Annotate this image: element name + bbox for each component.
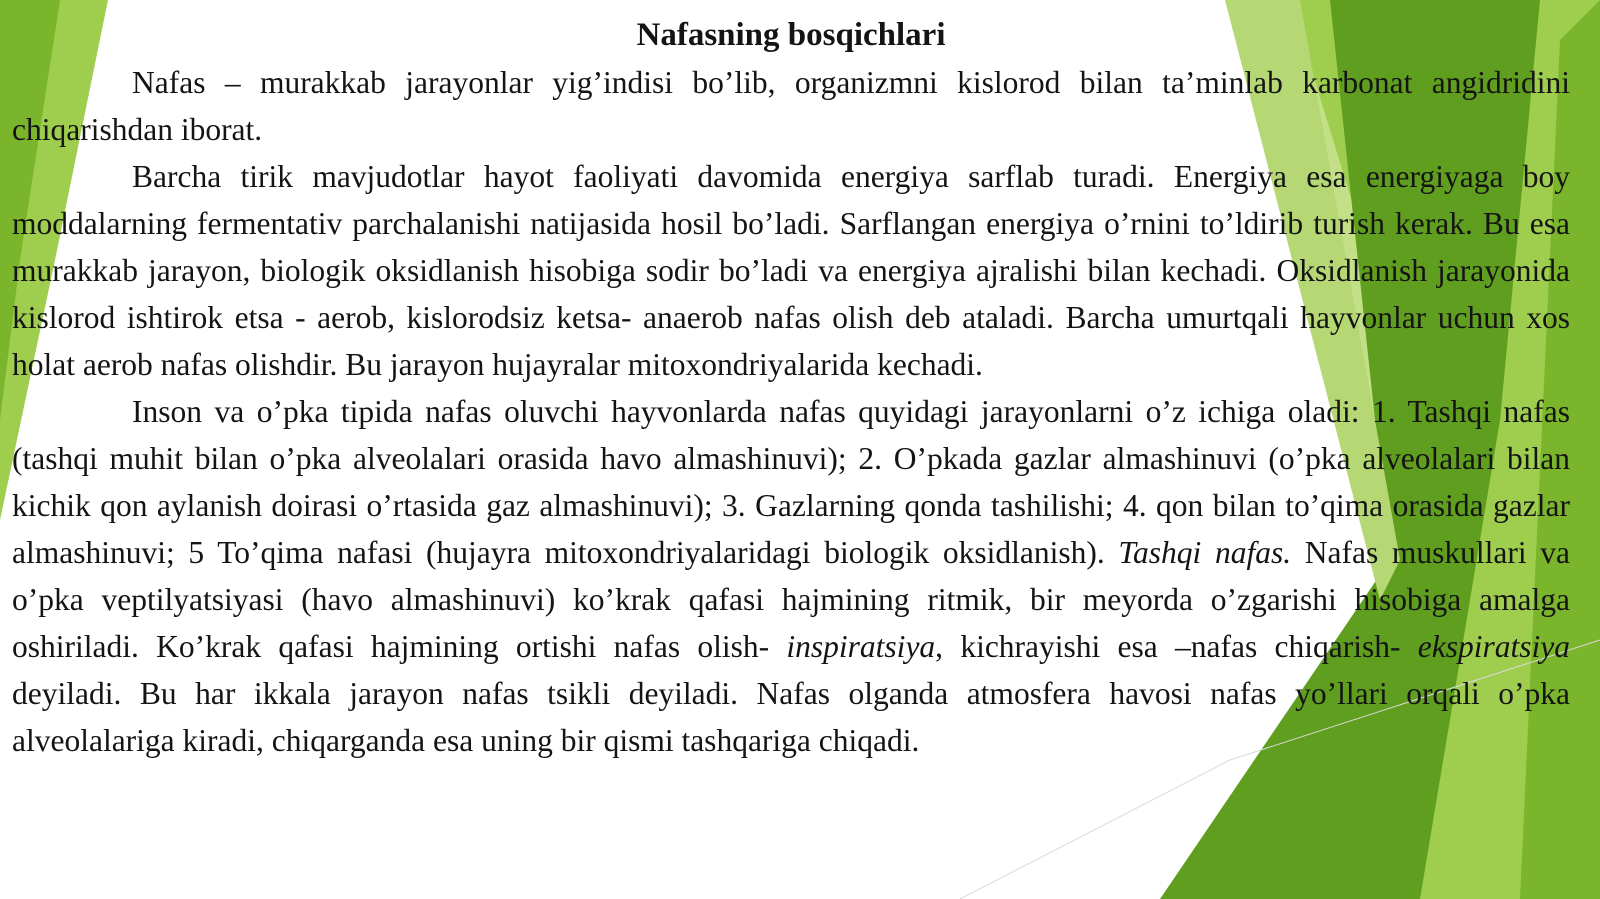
- paragraph-3-part-4: deyiladi. Bu har ikkala jarayon nafas tsikli deyiladi. Nafas olganda atmosfera havosi nafas yo’llari orqali o’pka alveolalariga kiradi, chiqarganda esa uning bir qismi tashqariga chiqadi.: [12, 676, 1570, 758]
- paragraph-3-part-2: Nafas muskullari va o’pka veptilyatsiyasi (havo almashinuvi) ko’krak qafasi hajmining ritmik, bir meyorda o’zgarishi hisobiga amalga oshiriladi. Ko’krak qafasi hajmining ortishi nafas olish-: [12, 535, 1570, 664]
- paragraph-3-part-1: Inson va o’pka tipida nafas oluvchi hayvonlarda nafas quyidagi jarayonlarni o’z ichiga oladi: 1. Tashqi nafas (tashqi muhit bilan o’pka alveolalari orasida havo almashinuvi); 2. O’pkada gazlar almashinuvi (o’pka alveolalari bilan kichik qon aylanish doirasi o’rtasida gaz almashinuvi); 3. Gazlarning qonda tashilishi; 4. qon bilan to’qima orasida gazlar almashinuvi; 5 To’qima nafasi (hujayra mitoxondriyalaridagi biologik oksidlanish).: [12, 394, 1570, 570]
- term-inspiratsiya: inspiratsiya: [786, 629, 936, 664]
- term-tashqi-nafas: Tashqi nafas.: [1118, 535, 1292, 570]
- term-ekspiratsiya: ekspiratsiya: [1417, 629, 1571, 664]
- paragraph-3-part-3: , kichrayishi esa –nafas chiqarish-: [935, 629, 1401, 664]
- slide-title: Nafasning bosqichlari: [636, 17, 946, 53]
- paragraph-3: [12, 388, 1570, 764]
- paragraph-1: Nafas – murakkab jarayonlar yig’indisi bo’lib, organizmni kislorod bilan ta’minlab karbonat angidridini chiqarishdan iborat.: [12, 65, 1570, 147]
- paragraph-2: Barcha tirik mavjudotlar hayot faoliyati davomida energiya sarflab turadi. Energiya esa energiyaga boy moddalarning fermentativ parchalanishi natijasida hosil bo’ladi. Sarflangan energiya o’rnini to’ldirib turish kerak. Bu esa murakkab jarayon, biologik oksidlanish hisobiga sodir bo’ladi va energiya ajralishi bilan kechadi. Oksidlanish jarayonida kislorod ishtirok etsa - aerob, kislorodsiz ketsa- anaerob nafas olish deb ataladi. Barcha umurtqali hayvonlar uchun xos holat aerob nafas olishdir. Bu jarayon hujayralar mitoxondriyalarida kechadi.: [12, 159, 1570, 382]
- text-content: [12, 12, 1570, 764]
